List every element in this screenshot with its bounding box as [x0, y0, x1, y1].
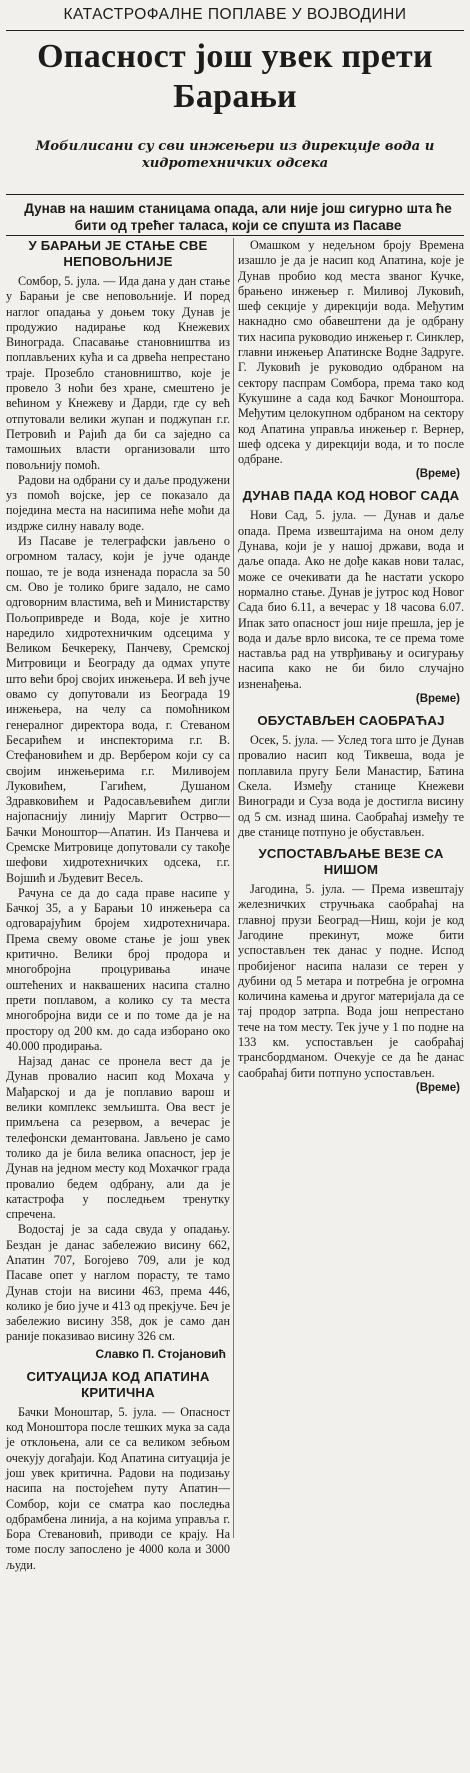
- lead-paragraph: Дунав на нашим станицама опада, али није још сигурно шта ће бити од трећег таласа, који се спушта из Пасаве: [24, 201, 452, 233]
- section-title-traffic: ОБУСТАВЉЕН САОБРАЋАЈ: [257, 713, 445, 729]
- source-credit: (Време): [415, 693, 460, 706]
- section-title-apatin: СИТУАЦИЈА КОД АПАТИНА КРИТИЧНА: [26, 1368, 210, 1400]
- column-rule: [6, 235, 464, 236]
- section-title-novi-sad: ДУНАВ ПАДА КОД НОВОГ САДА: [242, 488, 460, 504]
- section-title-baranja: У БАРАЊИ ЈЕ СТАЊЕ СВЕ НЕПОВОЉНИЈЕ: [28, 238, 208, 269]
- paragraph: Јагодина, 5. јула. — Према извештају железничких стручњака саобраћај на главној прузи Београд—Ниш, који је код Јагодине прекинут, може бити успостављен тек данас у подне. Испод пробијеног насипа налази се терен у дубини од 5 метара и потребна је огромна количина камења и другог материјала да се тај продор затрпа. Вода још непрестано тече на том месту. Тек јуче у 1 по подне на 133 км. успостављен је саобраћај трансбордманом. Очекује се да ће данас саобраћај бити потпуно успостављен.: [238, 882, 464, 1080]
- source-credit: (Време): [415, 1081, 460, 1094]
- paragraph: Бачки Моноштар, 5. јула. — Опасност код Моноштора после тешких мука за сада је отклоњена, али се са великом зебњом очекују догађаји. Код Апатина ситуација је још увек критична. Радови на подизању насипа на постојећем путу Апатин—Сомбор, који се сматра као последња одбрамбена линија, а на којима управља г. Бора Стевановић, приводи се крају. На томе послу запослено је 4000 кола и 3000 људи.: [6, 1404, 230, 1572]
- top-rule: [6, 30, 464, 31]
- byline: Славко П. Стојановић: [95, 1346, 226, 1361]
- source-credit: (Време): [415, 468, 460, 481]
- section-title-nis: УСПОСТАВЉАЊЕ ВЕЗЕ СА НИШОМ: [258, 846, 444, 878]
- paragraph: Сомбор, 5. јула. — Ида дана у дан стање у Барањи је све неповољније. И поред наглог опадања у доњем току Дунав је продужио надирање код Кнежевих Винограда. Спасавање становништва из поплављених кућа и са дрвећа непрестано траје. Прозебло становништво, које је провело 3 ноћи без хране, смештено је већином у Кнежеву и Дарди, где су већ отпутовали велики жупан и поджупан г.г. Петровић и Рајић да би са заједно са тамошњих власти организовали што повољнију помоћ.: [6, 274, 230, 472]
- left-column: [6, 238, 230, 1573]
- paragraph: Радови на одбрани су и даље продужени уз помоћ војске, јер се показало да поједина места на насипима неће моћи да издрже силну навалу воде.: [6, 472, 230, 533]
- headline-line-2: Барањи: [173, 78, 297, 115]
- column-divider: [233, 238, 234, 1538]
- headline-line-1: Опасност још увек прети: [37, 38, 433, 75]
- paragraph: Осек, 5. јула. — Услед тога што је Дунав провалио насип код Тиквеша, вода је поплавила пругу Бели Манастир, Батина Скела. Између станице Кнежеви Виногради и Суза вода је достигла висину од 5 см. изнад шина. Саобраћај између те две станице потпуно је обустављен.: [238, 733, 464, 839]
- deck: Мобилисани су сви инжењери из дирекције вода и хидротехничких одсека: [35, 139, 435, 171]
- paragraph: Из Пасаве је телеграфски јављено о огромном таласу, који је јуче оданде пошао, те је вода изненада порасла за 50 см. Ово је толико бриге задало, не само одговорним властима, већ и Министарству Пољопривреде и Вода, које је хитно наредило хидротехничким одсецима у Великом Бечкереку, Панчеву, Сремској Митровици и Београду да одмах упуте што већи број својих инжењера. И већ јуче овамо су допутовали из Београда 19 инжењера, на челу са помоћником генералног директора вода, г. Стеваном Бесарићем и инспекторима г.г. В. Стефановићем и др. Вербером који су са својим инжењерима г.г. Миливојем Луковићем, Гагићем, Душаном Здравковићем и Радосављевићем дигли најопаснију линију Маргит Острво—Бачки Моноштор—Апатин. Из Панчева и Сремске Митровице допутовали су такође шефови хидротехничких одсека, г.г. Војшић и Људевит Весељ.: [6, 534, 230, 885]
- paragraph: Омашком у недељном броју Времена изашло је да је насип код Апатина, које је Дунав пробио код места званог Кучке, брањено инжењер г. Миливој Луковић, шеф секције у дирекцији вода. Међутим накнадно смо обавештени да је одбрану тих насипа руководио инжењер г. Синклер, главни инжењер Апатинске Водне Задруге. Г. Луковић је руководио одбраном на сектору паспрам Сомбора, према тако код Кукушине а сада код Бачког Моноштора. Међутим целокупном одбраном на сектору код Апатина управља инжењер г. Вернер, шеф одсека у дирекцији вода, и то после одбране.: [238, 238, 464, 467]
- paragraph: Нови Сад, 5. јула. — Дунав и даље опада. Према извештајима на оном делу Дунава, који је у нашој држави, вода и даље опада. Ако не дође какав нови талас, може се очекивати да ће настати ускоро нормално стање. Дунав је јутрос код Новог Сада био 6.11, а вечерас у 18 часова 6.07. Ипак зато опасност још није прешла, јер је вода и даље врло висока, те се према томе наставља рад на утврђивању и осигурању насипа како не би било случајно изненађења.: [238, 508, 464, 691]
- kicker: КАТАСТРОФАЛНЕ ПОПЛАВЕ У ВОЈВОДИНИ: [63, 6, 407, 23]
- lead-rule: [6, 194, 464, 195]
- paragraph: Водостај је за сада свуда у опадању. Бездан је данас забележио висину 662, Апатин 707, Богојево 709, али је код Пасаве опет у наглом порасту, те тамо Дунав стоји на висини 463, према 446, колико је био јуче и 413 од прекјуче. Беч је забележио висину 358, док је само дан раније показивао висину 326 см.: [6, 1222, 230, 1344]
- right-column: [238, 238, 464, 1102]
- paragraph: Рачуна се да до сада праве насипе у Бачкој 35, а у Барањи 10 инжењера са одговарајућим бројем хидротехничара. Према свему овоме стање је још увек критично. Велики број продора и многобројна процуривања иначе оштећених и наквашених насипа стално прети поплавом, а колико су та места многобројна види се и по томе да је на простору од 200 км. до сада изборано око 40.000 продирања.: [6, 885, 230, 1053]
- paragraph: Најзад данас се пронела вест да је Дунав провалио насип код Мохача у Мађарској и да је поплавио варош и велики комплекс земљишта. Ова вест је примљена са резервом, а вечерас је телефонски демантована. Јављено је само толико да је била велика опасност, јер је Дунав на једном месту код Мохачког града провалио бедем одбрану, али да је катастрофа у последњем тренутку спречена.: [6, 1054, 230, 1222]
